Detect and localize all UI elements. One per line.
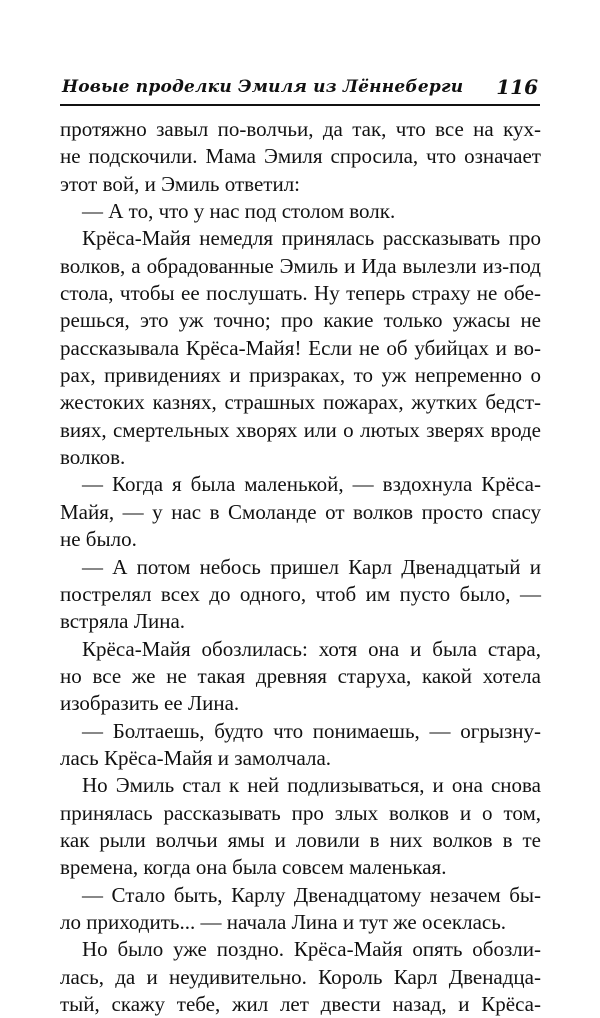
- text-line: не было.: [60, 527, 137, 552]
- text-line: Но Эмиль стал к ней подлизываться, и она снова: [82, 773, 541, 798]
- text-line: решься, это уж точно; про какие только ужасы не: [60, 308, 541, 333]
- text-line: — А то, что у нас под столом волк.: [82, 199, 396, 224]
- text-line: Но было уже поздно. Крёса-Майя опять обозли-: [82, 937, 541, 962]
- text-line: этот вой, и Эмиль ответил:: [60, 171, 301, 196]
- text-line: не подскочили. Мама Эмиля спросила, что означает: [60, 144, 541, 169]
- text-line: стола, чтобы ее послушать. Ну теперь страху не обе-: [60, 281, 541, 306]
- text-line: волков, а обрадованные Эмиль и Ида вылезли из-под: [60, 253, 541, 278]
- text-line: Крёса-Майя немедля принялась рассказывать про: [82, 226, 541, 251]
- text-line: времена, когда она была совсем маленькая.: [60, 855, 447, 880]
- running-header: [60, 71, 540, 107]
- text-line: Крёса-Майя обозлилась: хотя она и была стара,: [82, 636, 541, 661]
- text-line: рассказывала Крёса-Майя! Если не об убийцах и во-: [60, 335, 541, 360]
- header-rule: [60, 104, 540, 106]
- text-line: протяжно завыл по-волчьи, да так, что все на кух-: [60, 117, 541, 141]
- text-line: встряла Лина.: [60, 609, 186, 634]
- text-line: Майя, — у нас в Смоланде от волков просто спасу: [60, 499, 541, 524]
- text-line: как рыли волчьи ямы и ловили в них волков в те: [60, 827, 541, 852]
- text-line: лась, да и неудивительно. Король Карл Двенадца-: [60, 964, 541, 989]
- text-line: принялась рассказывать про злых волков и о том,: [60, 800, 541, 825]
- text-line: жестоких казнях, страшных пожарах, жутких бедст-: [60, 390, 541, 415]
- text-line: виях, смертельных хворях или о лютых зверях вроде: [60, 417, 541, 442]
- body-text: [60, 116, 541, 1018]
- text-line: тый, скажу тебе, жил лет двести назад, и Крёса-: [60, 992, 541, 1016]
- text-line: — Стало быть, Карлу Двенадцатому незачем бы-: [82, 882, 541, 907]
- text-line: пострелял всех до одного, чтоб им пусто было, —: [60, 581, 541, 606]
- text-line: — Когда я была маленькой, — вздохнула Крёса-: [82, 472, 541, 497]
- text-line: — А потом небось пришел Карл Двенадцатый и: [82, 554, 541, 579]
- page-number: 116: [496, 75, 538, 99]
- text-line: изобразить ее Лина.: [60, 691, 240, 716]
- text-line: — Болтаешь, будто что понимаешь, — огрызну-: [82, 718, 541, 743]
- text-line: рах, привидениях и призраках, то уж непременно о: [60, 363, 541, 388]
- running-title: Новые проделки Эмиля из Лённеберги: [62, 77, 464, 97]
- text-line: волков.: [60, 445, 126, 470]
- text-line: лась Крёса-Майя и замолчала.: [60, 745, 332, 770]
- text-line: ло приходить... — начала Лина и тут же осеклась.: [60, 909, 507, 934]
- text-line: но все же не такая древняя старуха, какой хотела: [60, 663, 541, 688]
